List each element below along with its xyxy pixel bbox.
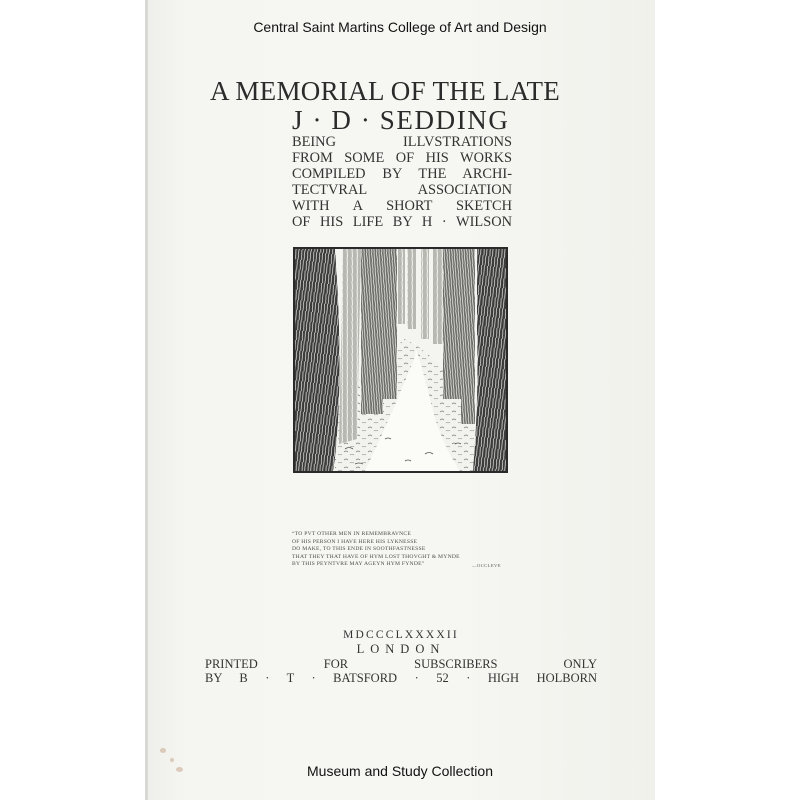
- forest-woodcut-illustration: [293, 247, 508, 473]
- foxing-stain: [160, 748, 166, 753]
- imprint-printed-for: PRINTED FOR SUBSCRIBERS ONLY: [205, 657, 597, 671]
- subtitle-line: COMPILED BY THE ARCHI-: [292, 166, 512, 182]
- imprint-year: MDCCCLXXXXII: [343, 629, 459, 641]
- title-line-1: A MEMORIAL OF THE LATE: [210, 76, 561, 106]
- epigraph-attribution: —OCCLEVE: [472, 563, 501, 568]
- epigraph-line: BY THIS PEYNTVRE MAY AGEYN HYM FYNDE”: [292, 561, 425, 568]
- forest-woodcut-svg: [295, 249, 506, 471]
- epigraph-line: “TO PVT OTHER MEN IN REMEMBRAVNCE: [292, 531, 412, 537]
- title-line-2: J · D · SEDDING: [292, 105, 510, 135]
- imprint-publisher: BY B · T · BATSFORD · 52 · HIGH HOLBORN: [205, 671, 597, 685]
- subtitle-line: TECTVRAL ASSOCIATION: [292, 182, 512, 198]
- subtitle-line: OF HIS LIFE BY H · WILSON: [292, 214, 512, 230]
- epigraph-line: THAT THEY THAT HAVE OF HYM LOST THOVGHT & MYNDE: [292, 553, 460, 560]
- subtitle-line: BEING ILLVSTRATIONS: [292, 134, 512, 150]
- epigraph-line: DO MAKE, TO THIS ENDE IN SOOTHFASTNESSE: [292, 546, 426, 553]
- foxing-stain: [170, 758, 174, 762]
- imprint-block: [205, 628, 597, 685]
- collection-caption-top: Central Saint Martins College of Art and Design: [253, 19, 547, 35]
- page-edge: [145, 0, 148, 800]
- subtitle-block: [292, 134, 512, 230]
- collection-caption-bottom: Museum and Study Collection: [307, 763, 493, 779]
- subtitle-line: FROM SOME OF HIS WORKS: [292, 150, 512, 166]
- imprint-city: LONDON: [356, 642, 446, 656]
- subtitle-line: WITH A SHORT SKETCH: [292, 198, 512, 214]
- epigraph-line: OF HIS PERSON I HAVE HERE HIS LYKNESSE: [292, 538, 418, 545]
